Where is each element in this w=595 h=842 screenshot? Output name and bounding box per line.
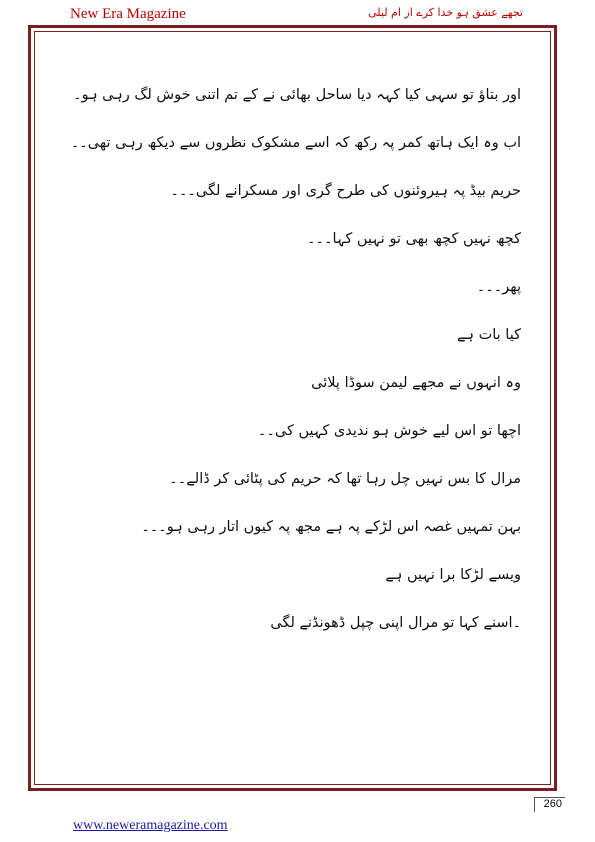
paragraph-6: کیا بات ہے: [456, 327, 521, 343]
paragraph-3: حریم بیڈ پہ ہیروئنوں کی طرح گری اور مسکرانے لگی۔۔۔: [170, 183, 521, 199]
paragraph-2: اب وہ ایک ہاتھ کمر پہ رکھ کہ اسے مشکوک نظروں سے دیکھ رہی تھی۔۔: [70, 135, 521, 151]
story-body: [70, 80, 521, 656]
story-title: تجھے عشق ہو خدا کرے از ام لیلی: [368, 6, 523, 19]
paragraph-9: مرال کا بس نہیں چل رہا تھا کہ حریم کی پٹائی کر ڈالے۔۔: [169, 471, 521, 487]
page-number: 260: [543, 798, 562, 810]
website-link[interactable]: www.neweramagazine.com: [73, 818, 228, 833]
paragraph-10: بہن تمہیں غصہ اس لڑکے پہ ہے مجھ پہ کیوں اتار رہی ہو۔۔۔: [141, 519, 521, 535]
paragraph-4: کچھ نہیں کچھ بھی تو نہیں کہا۔۔۔: [306, 231, 521, 247]
paragraph-7: وہ انہوں نے مجھے لیمن سوڈا پلائی: [311, 375, 521, 391]
paragraph-1: اور بتاؤ تو سہی کیا کہہ دیا ساحل بھائی نے کے تم اتنی خوش لگ رہی ہو۔: [73, 87, 521, 103]
paragraph-5: پھر۔۔۔: [476, 279, 521, 295]
magazine-name: New Era Magazine: [70, 6, 186, 22]
paragraph-11: ویسے لڑکا برا نہیں ہے: [385, 567, 521, 583]
paragraph-12: ۔اسنے کہا تو مرال اپنی چپل ڈھونڈنے لگی: [270, 615, 521, 631]
paragraph-8: اچھا تو اس لیے خوش ہو ندیدی کہیں کی۔۔: [257, 423, 521, 439]
